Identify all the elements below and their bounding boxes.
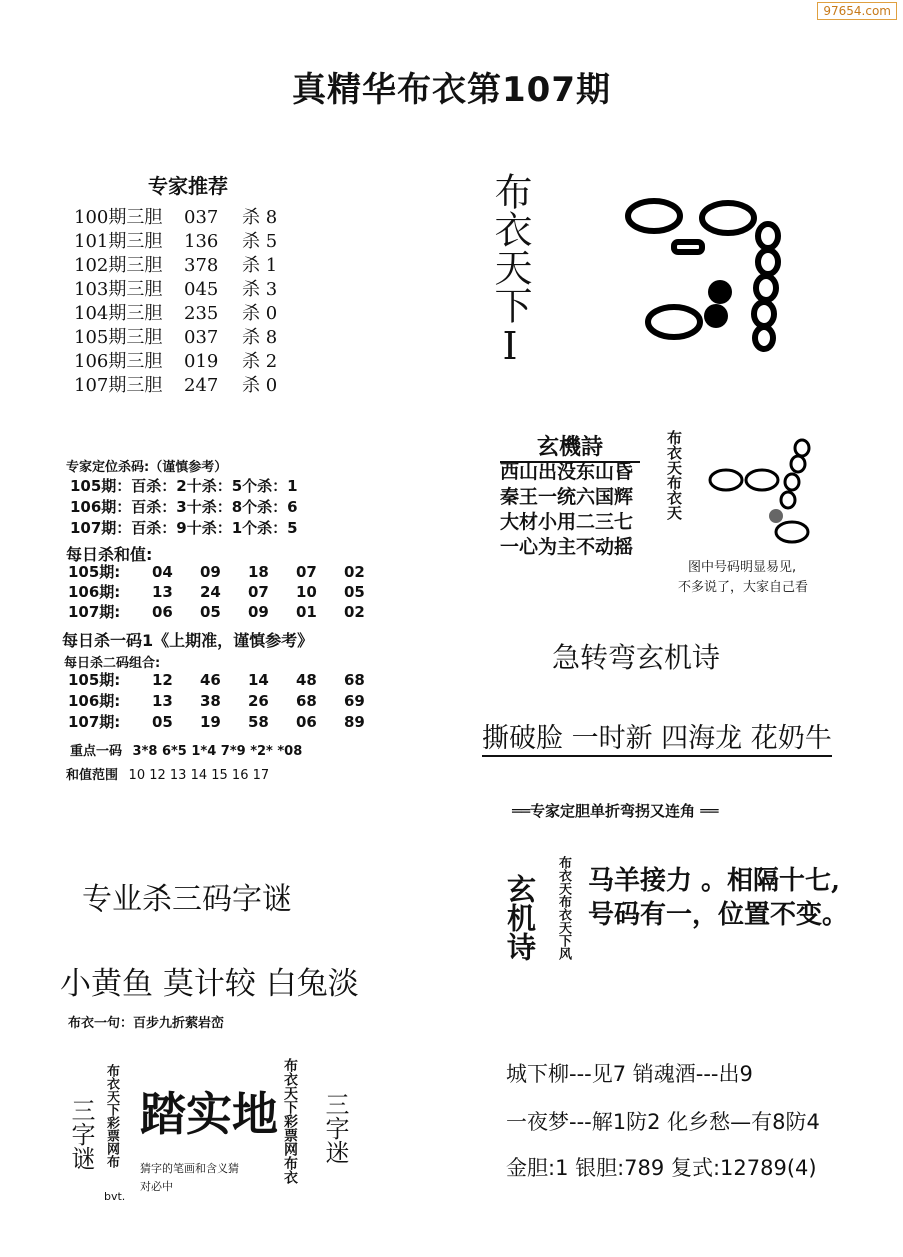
expert-kill: 杀 8: [242, 207, 278, 228]
daily-two-row-value: 19: [200, 713, 221, 731]
daily-two-row-value: 68: [344, 671, 365, 689]
poem-side-vertical: 布衣天布衣天: [665, 430, 683, 520]
daily-sum-row-value: 10: [296, 583, 317, 601]
xuanji-side-vertical: 布衣天布衣天下风: [556, 856, 571, 960]
expert-kill: 杀 0: [242, 303, 278, 324]
verse-line-1: 马羊接力 。相隔十七,: [588, 866, 841, 896]
daily-two-row: [68, 670, 392, 691]
daily-sum-row: [68, 562, 392, 582]
daily-sum-row-value: 18: [248, 563, 269, 581]
sum-range-label: 和值范围: [66, 768, 119, 783]
riddle-left-small: bvt.: [104, 1190, 126, 1203]
daily-sum-row-value: 04: [152, 563, 173, 581]
poem-line: 大材小用二三七: [500, 511, 634, 533]
daily-two-row: [68, 691, 392, 712]
daily-two-row-value: 14: [248, 671, 269, 689]
daily-sum-row-value: 06: [152, 603, 173, 621]
buyi-vertical-title: 布衣天下I: [488, 172, 532, 368]
clue-line-3: 金胆:1 银胆:789 复式:12789(4): [506, 1156, 817, 1180]
expert-list: [74, 206, 312, 398]
expert-nums: 378: [184, 255, 219, 276]
daily-sum-row-label: 107期:: [68, 603, 121, 621]
daily-two-row-value: 38: [200, 692, 221, 710]
poem-lines: [500, 460, 633, 560]
daily-sum-row: [68, 602, 392, 622]
coin-c: [776, 522, 808, 542]
daily-sum-row-values: [152, 562, 392, 582]
daily-two-row-values: [152, 712, 392, 733]
xuanji-vertical: 玄机诗: [503, 874, 537, 961]
daily-two-row-label: 105期:: [68, 671, 121, 689]
coin-pattern-image: [616, 190, 786, 360]
poem-title: 玄機詩: [500, 430, 640, 463]
link-5: [755, 327, 773, 349]
key-code-values: 3*8 6*5 1*4 7*9 *2* *08: [132, 744, 303, 759]
riddle-sentence: 布衣一句：百步九折萦岩峦: [68, 1016, 225, 1031]
daily-sum-row-label: 106期:: [68, 583, 121, 601]
daily-sum-row-values: [152, 582, 392, 602]
verse-line-2: 号码有一，位置不变。: [588, 900, 849, 930]
turn-title: 急转弯玄机诗: [552, 641, 721, 674]
expert-nums: 247: [184, 375, 219, 396]
clue-line-2: 一夜梦---解1防2 化乡愁—有8防4: [506, 1110, 820, 1134]
coin-pattern-image-2: [700, 436, 830, 546]
expert-nums: 235: [184, 303, 219, 324]
daily-two-heading: 每日杀二码组合:: [64, 656, 161, 671]
daily-two-row-value: 26: [248, 692, 269, 710]
riddle-heading: 专业杀三码字谜: [82, 882, 292, 917]
expert-issue: 107期三胆: [74, 375, 163, 396]
link-c: [785, 474, 799, 490]
expert-kill: 杀 8: [242, 327, 278, 348]
riddle-center-note2: 对必中: [140, 1180, 173, 1193]
daily-two-row-value: 68: [296, 692, 317, 710]
expert-kill: 杀 1: [242, 255, 278, 276]
daily-sum-row-values: [152, 602, 392, 622]
expert-issue: 104期三胆: [74, 303, 163, 324]
daily-two-row-values: [152, 691, 392, 712]
riddle-left-vertical-site: 布衣天下彩票网布: [104, 1064, 119, 1168]
daily-two-row-value: 06: [296, 713, 317, 731]
daily-two-row-values: [152, 670, 392, 691]
link-b: [791, 456, 805, 472]
poem-line: 秦王一统六国辉: [500, 486, 634, 508]
daily-sum-row-value: 01: [296, 603, 317, 621]
expert-issue: 106期三胆: [74, 351, 163, 372]
daily-sum-row: [68, 582, 392, 602]
expert-row: [74, 374, 312, 398]
link-d: [781, 492, 795, 508]
expert-heading: 专家推荐: [148, 174, 228, 198]
expert-nums: 136: [184, 231, 219, 252]
sum-range-row: [66, 764, 269, 783]
poem-line: 一心为主不动摇: [500, 536, 634, 558]
coin-b: [746, 470, 778, 490]
black-dot-2: [704, 304, 728, 328]
expert-row: [74, 254, 312, 278]
daily-sum-row-value: 24: [200, 583, 221, 601]
expert-nums: 019: [184, 351, 219, 372]
daily-two-row-value: 46: [200, 671, 221, 689]
daily-two-row-value: 12: [152, 671, 173, 689]
gray-dot: [769, 509, 783, 523]
coin-a: [710, 470, 742, 490]
riddle-right-vertical-site: 布衣天下彩票网布衣: [282, 1058, 298, 1184]
position-kill-row: 105期：百杀：2十杀：5个杀：1: [70, 477, 298, 495]
daily-two-row-value: 89: [344, 713, 365, 731]
riddle-center-big: 踏实地: [140, 1087, 278, 1141]
daily-two-table: [68, 670, 392, 733]
daily-sum-row-value: 09: [200, 563, 221, 581]
daily-sum-row-value: 13: [152, 583, 173, 601]
riddle-right-vertical: 三字迷: [321, 1092, 349, 1164]
expert-nums: 045: [184, 279, 219, 300]
expert-issue: 105期三胆: [74, 327, 163, 348]
daily-sum-heading: 每日杀和值:: [66, 545, 153, 564]
daily-sum-row-value: 02: [344, 563, 365, 581]
coin-2: [702, 203, 754, 233]
riddle-center-note1: 猜字的笔画和含义猜: [140, 1162, 239, 1175]
expert-kill: 杀 3: [242, 279, 278, 300]
daily-sum-row-label: 105期:: [68, 563, 121, 581]
daily-sum-row-value: 05: [200, 603, 221, 621]
expert-row: [74, 230, 312, 254]
daily-two-row: [68, 712, 392, 733]
position-kill-heading: 专家定位杀码:（谨慎参考）: [66, 460, 228, 475]
ingot: [674, 242, 702, 252]
link-a: [795, 440, 809, 456]
daily-sum-row-value: 02: [344, 603, 365, 621]
expert-row: [74, 326, 312, 350]
daily-sum-table: [68, 562, 392, 622]
coin-3: [648, 307, 700, 337]
daily-two-row-label: 106期:: [68, 692, 121, 710]
expert-row: [74, 278, 312, 302]
turn-line: 撕破脸 一时新 四海龙 花奶牛: [482, 716, 832, 757]
expert-nums: 037: [184, 327, 219, 348]
expert-nums: 037: [184, 207, 219, 228]
key-code-row: [70, 740, 302, 759]
daily-two-row-value: 05: [152, 713, 173, 731]
position-kill-list: [70, 476, 298, 539]
sum-range-values: 10 12 13 14 15 16 17: [128, 768, 270, 783]
expert-row: [74, 350, 312, 374]
expert-row: [74, 206, 312, 230]
expert-row: [74, 302, 312, 326]
daily-two-row-value: 48: [296, 671, 317, 689]
hint-line-1: 图中号码明显易见,: [688, 560, 797, 575]
daily-sum-row-value: 05: [344, 583, 365, 601]
key-code-label: 重点一码: [70, 744, 123, 759]
link-4: [754, 302, 774, 326]
coin-1: [628, 201, 680, 231]
expert-issue: 100期三胆: [74, 207, 163, 228]
hint-line-2: 不多说了，大家自己看: [678, 580, 809, 595]
daily-sum-row-value: 07: [296, 563, 317, 581]
daily-kill-one: 每日杀一码1《上期准，谨慎参考》: [62, 631, 314, 650]
daily-two-row-value: 13: [152, 692, 173, 710]
page-title: 真精华布衣第107期: [292, 70, 611, 110]
clue-line-1: 城下柳---见7 销魂酒---出9: [506, 1062, 753, 1086]
link-3: [756, 276, 776, 300]
expert-issue: 103期三胆: [74, 279, 163, 300]
position-kill-row: 106期：百杀：3十杀：8个杀：6: [70, 498, 298, 516]
expert-kill: 杀 2: [242, 351, 278, 372]
daily-two-row-value: 58: [248, 713, 269, 731]
site-watermark: 97654.com: [817, 2, 897, 20]
poem-line: 西山出没东山昏: [500, 461, 634, 483]
riddle-big-line: 小黄鱼 莫计较 白兔淡: [60, 966, 359, 1002]
expert-kill: 杀 5: [242, 231, 278, 252]
link-2: [758, 250, 778, 274]
black-dot-1: [708, 280, 732, 304]
expert-kill: 杀 0: [242, 375, 278, 396]
position-kill-row: 107期：百杀：9十杀：1个杀：5: [70, 519, 298, 537]
expert-issue: 102期三胆: [74, 255, 163, 276]
expert-issue: 101期三胆: [74, 231, 163, 252]
daily-two-row-label: 107期:: [68, 713, 121, 731]
link-1: [758, 224, 778, 248]
daily-sum-row-value: 09: [248, 603, 269, 621]
riddle-left-vertical: 三字谜: [67, 1098, 95, 1170]
expert-dan-line: ══专家定胆单折弯拐又连角 ══: [512, 802, 719, 820]
daily-sum-row-value: 07: [248, 583, 269, 601]
daily-two-row-value: 69: [344, 692, 365, 710]
